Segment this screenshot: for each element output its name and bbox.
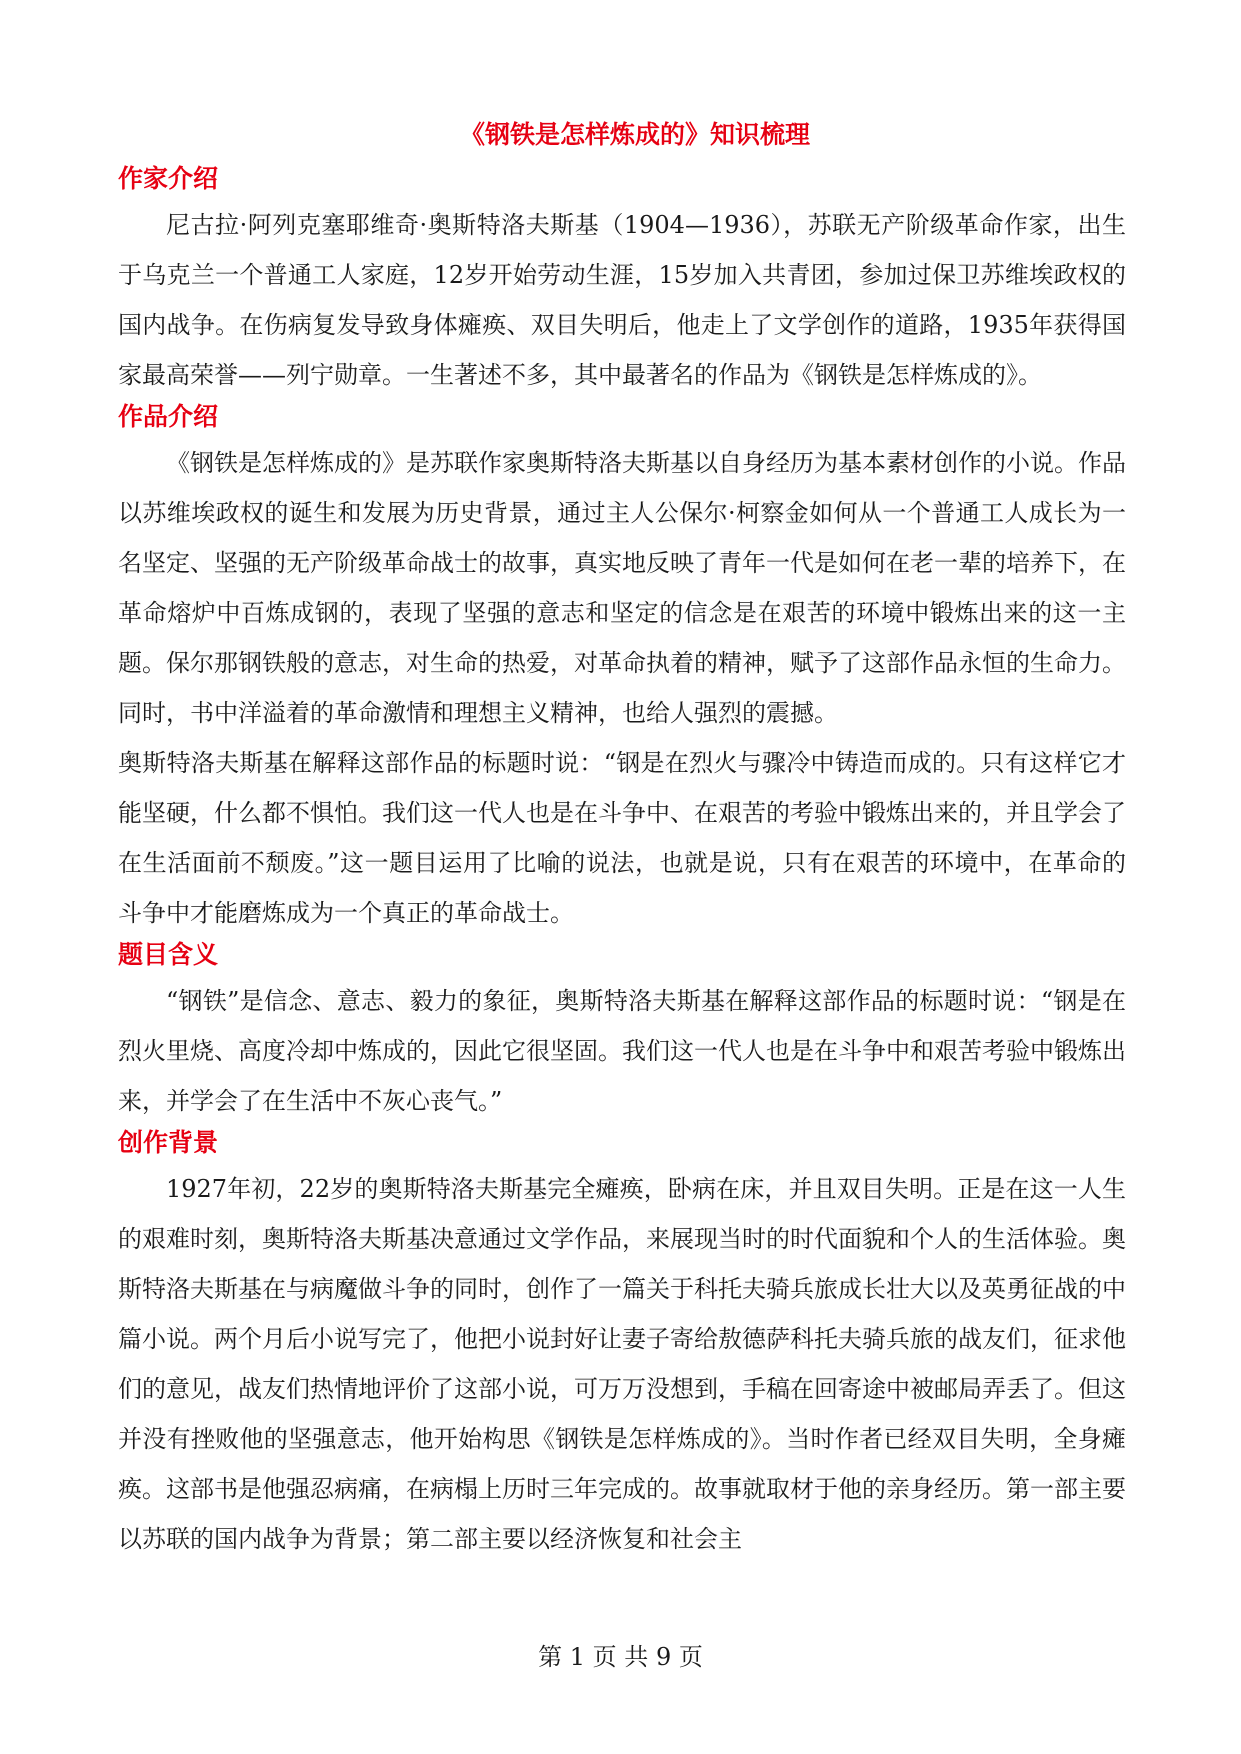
section-heading-background: 创作背景 bbox=[118, 1128, 219, 1157]
section-heading-title-meaning: 题目含义 bbox=[118, 940, 219, 969]
page-footer: 第 1 页 共 9 页 bbox=[538, 1643, 703, 1671]
section-title-meaning bbox=[118, 938, 1126, 1126]
section-heading-work: 作品介绍 bbox=[118, 402, 219, 431]
paragraph: 尼古拉·阿列克塞耶维奇·奥斯特洛夫斯基（1904—1936），苏联无产阶级革命作家，出生于乌克兰一个普通工人家庭，12岁开始劳动生涯，15岁加入共青团，参加过保卫苏维埃政权的国内战争。在伤病复发导致身体瘫痪、双目失明后，他走上了文学创作的道路，1935年获得国家最高荣誉——列宁勋章。一生著述不多，其中最著名的作品为《钢铁是怎样炼成的》。 bbox=[118, 211, 1126, 389]
paragraph: 奥斯特洛夫斯基在解释这部作品的标题时说：“钢是在烈火与骤冷中铸造而成的。只有这样它才能坚硬，什么都不惧怕。我们这一代人也是在斗争中、在艰苦的考验中锻炼出来的，并且学会了在生活面前不颓废。”这一题目运用了比喻的说法，也就是说，只有在艰苦的环境中，在革命的斗争中才能磨炼成为一个真正的革命战士。 bbox=[118, 749, 1126, 927]
section-background bbox=[118, 1126, 1126, 1564]
section-author bbox=[118, 162, 1126, 400]
paragraph: “钢铁”是信念、意志、毅力的象征，奥斯特洛夫斯基在解释这部作品的标题时说：“钢是在烈火里烧、高度冷却中炼成的，因此它很坚固。我们这一代人也是在斗争中和艰苦考验中锻炼出来，并学会了在生活中不灰心丧气。” bbox=[118, 987, 1126, 1115]
section-work bbox=[118, 400, 1126, 938]
section-heading-author: 作家介绍 bbox=[118, 164, 219, 193]
paragraph: 《钢铁是怎样炼成的》是苏联作家奥斯特洛夫斯基以自身经历为基本素材创作的小说。作品以苏维埃政权的诞生和发展为历史背景，通过主人公保尔·柯察金如何从一个普通工人成长为一名坚定、坚强的无产阶级革命战士的故事，真实地反映了青年一代是如何在老一辈的培养下，在革命熔炉中百炼成钢的，表现了坚强的意志和坚定的信念是在艰苦的环境中锻炼出来的这一主题。保尔那钢铁般的意志，对生命的热爱，对革命执着的精神，赋予了这部作品永恒的生命力。同时，书中洋溢着的革命激情和理想主义精神，也给人强烈的震撼。 bbox=[118, 449, 1126, 727]
document-page bbox=[118, 118, 1126, 1564]
paragraph: 1927年初，22岁的奥斯特洛夫斯基完全瘫痪，卧病在床，并且双目失明。正是在这一人生的艰难时刻，奥斯特洛夫斯基决意通过文学作品，来展现当时的时代面貌和个人的生活体验。奥斯特洛夫斯基在与病魔做斗争的同时，创作了一篇关于科托夫骑兵旅成长壮大以及英勇征战的中篇小说。两个月后小说写完了，他把小说封好让妻子寄给敖德萨科托夫骑兵旅的战友们，征求他们的意见，战友们热情地评价了这部小说，可万万没想到，手稿在回寄途中被邮局弄丢了。但这并没有挫败他的坚强意志，他开始构思《钢铁是怎样炼成的》。当时作者已经双目失明，全身瘫痪。这部书是他强忍病痛，在病榻上历时三年完成的。故事就取材于他的亲身经历。第一部主要以苏联的国内战争为背景；第二部主要以经济恢复和社会主 bbox=[118, 1175, 1126, 1553]
document-title: 《钢铁是怎样炼成的》知识梳理 bbox=[459, 120, 810, 149]
